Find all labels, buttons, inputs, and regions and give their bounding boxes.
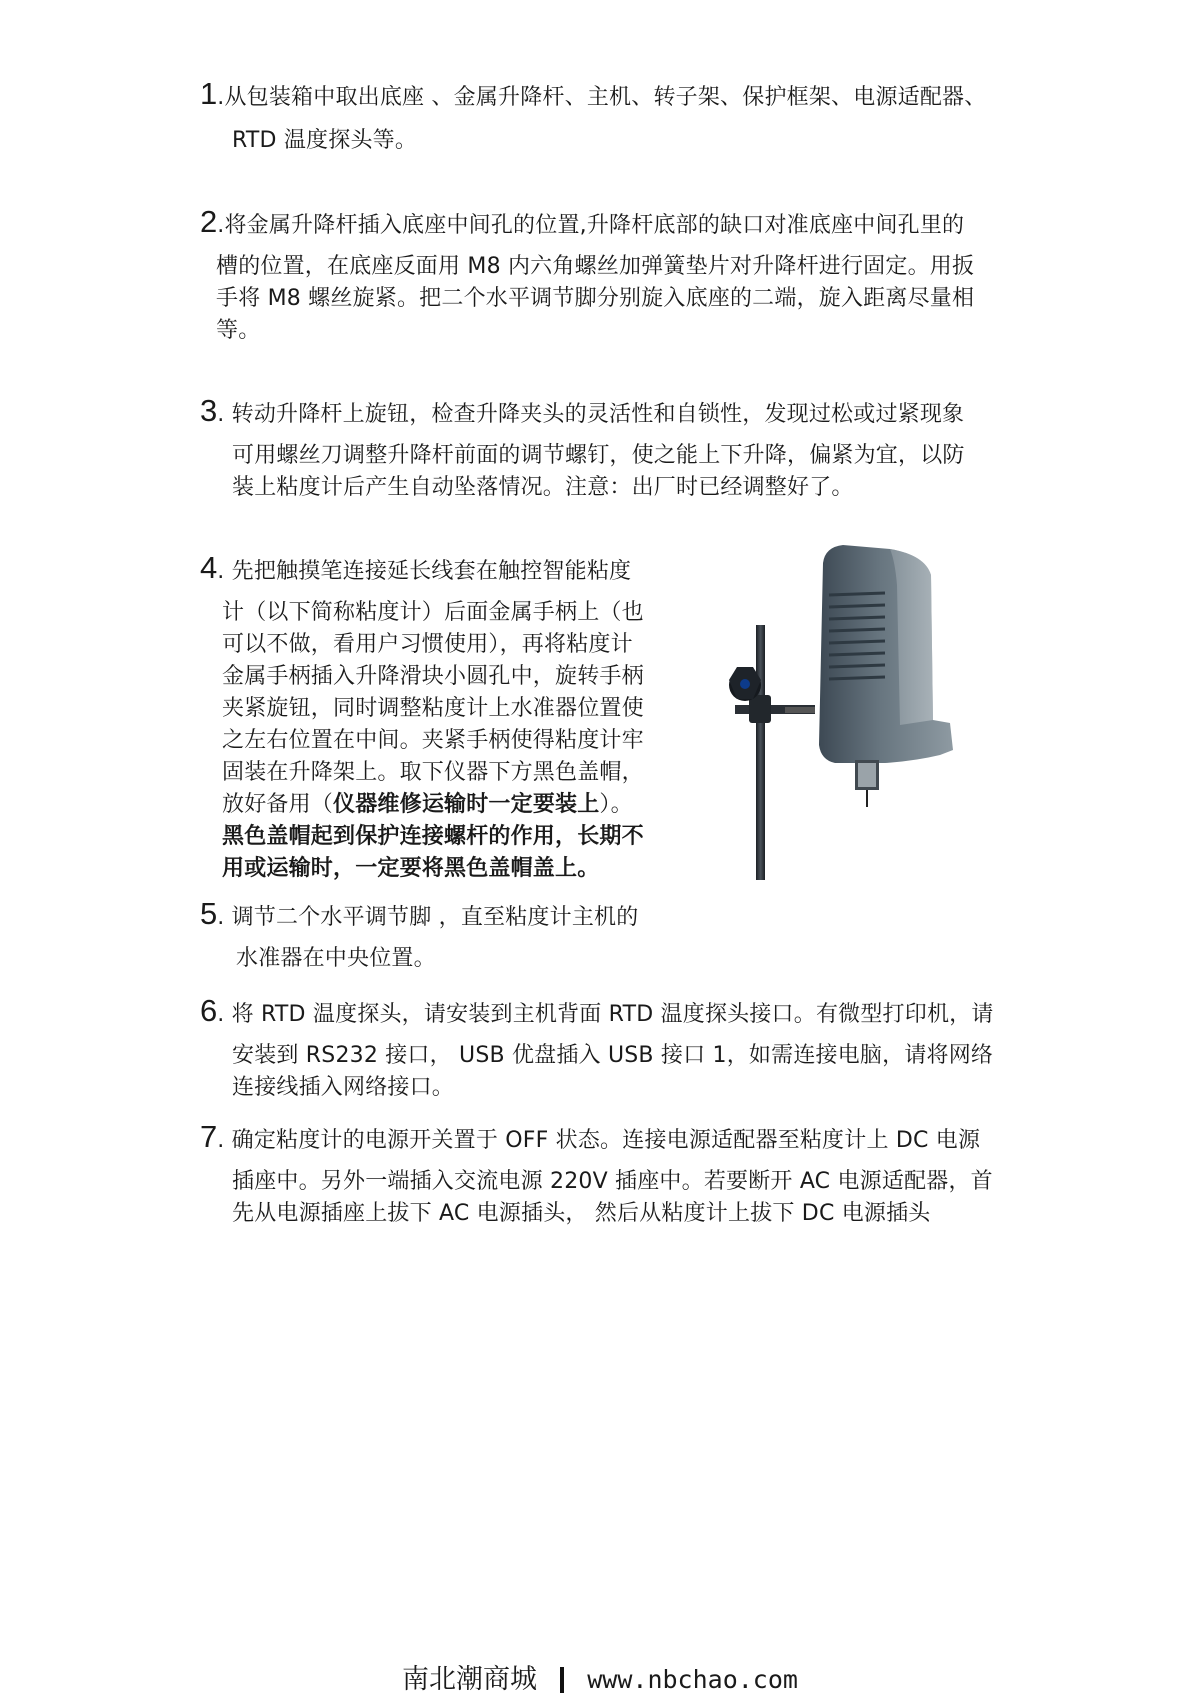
step-7-line-2: 插座中。另外一端插入交流电源 220V 插座中。若要断开 AC 电源适配器，首 xyxy=(232,1169,993,1194)
step-4-line-3: 可以不做，看用户习惯使用），再将粘度计 xyxy=(222,632,633,657)
step-5 xyxy=(200,898,1040,975)
step-6-line-1: 6. 将 RTD 温度探头，请安装到主机背面 RTD 温度探头接口。有微型打印机，请 xyxy=(200,993,994,1028)
step-7-line-1: 7. 确定粘度计的电源开关置于 OFF 状态。连接电源适配器至粘度计上 DC 电源 xyxy=(200,1119,981,1154)
step-4-line-8: 放好备用（仪器维修运输时一定要装上）。 xyxy=(222,792,633,817)
step-4-line-4: 金属手柄插入升降滑块小圆孔中，旋转手柄 xyxy=(222,664,644,689)
step-6-line-2: 安装到 RS232 接口， USB 优盘插入 USB 接口 1，如需连接电脑，请将网络 xyxy=(232,1043,994,1068)
step-3-line-3: 装上粘度计后产生自动坠落情况。注意：出厂时已经调整好了。 xyxy=(232,475,854,500)
step-4-line-2: 计（以下简称粘度计）后面金属手柄上（也 xyxy=(222,600,644,625)
step-4-warning-line-2: 用或运输时，一定要将黑色盖帽盖上。 xyxy=(222,856,600,881)
step-4-warning-line-1: 黑色盖帽起到保护连接螺杆的作用，长期不 xyxy=(222,824,644,849)
step-5-number: 5 xyxy=(200,896,218,931)
step-2 xyxy=(200,206,1040,347)
step-3 xyxy=(200,395,1040,504)
step-7-line-3: 先从电源插座上拔下 AC 电源插头， 然后从粘度计上拔下 DC 电源插头 xyxy=(232,1201,931,1226)
stand-rod xyxy=(756,625,765,880)
step-4-number: 4 xyxy=(200,550,218,585)
footer-url[interactable]: www.nbchao.com xyxy=(587,1665,798,1694)
step-1-number: 1 xyxy=(200,76,218,111)
step-4-line-5: 夹紧旋钮，同时调整粘度计上水准器位置使 xyxy=(222,696,644,721)
step-2-line-4: 等。 xyxy=(216,318,261,343)
step-1-line-2: RTD 温度探头等。 xyxy=(232,128,418,153)
footer xyxy=(0,1662,1200,1698)
step-3-number: 3 xyxy=(200,393,218,428)
step-6 xyxy=(200,995,1040,1104)
step-4-line-1: 4. 先把触摸笔连接延长线套在触控智能粘度 xyxy=(200,550,632,585)
step-5-line-1: 5. 调节二个水平调节脚 ，直至粘度计主机的 xyxy=(200,896,639,931)
step-3-line-1: 3. 转动升降杆上旋钮，检查升降夹头的灵活性和自锁性，发现过松或过紧现象 xyxy=(200,393,965,428)
step-2-line-3: 手将 M8 螺丝旋紧。把二个水平调节脚分别旋入底座的二端，旋入距离尽量相 xyxy=(216,286,975,311)
footer-separator xyxy=(560,1667,564,1693)
step-1-line-1: 1.从包装箱中取出底座 、金属升降杆、主机、转子架、保护框架、电源适配器、 xyxy=(200,76,987,111)
step-4-line-6: 之左右位置在中间。夹紧手柄使得粘度计牢 xyxy=(222,728,644,753)
step-4-warning-inline: 仪器维修运输时一定要装上 xyxy=(333,792,600,817)
step-6-number: 6 xyxy=(200,993,218,1028)
step-4 xyxy=(200,552,700,885)
step-4-line-7: 固装在升降架上。取下仪器下方黑色盖帽， xyxy=(222,760,644,785)
footer-brand: 南北潮商城 xyxy=(402,1664,538,1695)
step-6-line-3: 连接线插入网络接口。 xyxy=(232,1075,455,1100)
step-7 xyxy=(200,1121,1040,1230)
step-7-number: 7 xyxy=(200,1119,218,1154)
step-3-line-2: 可用螺丝刀调整升降杆前面的调节螺钉，使之能上下升降，偏紧为宜，以防 xyxy=(232,443,965,468)
step-2-number: 2 xyxy=(200,204,218,239)
viscometer-image xyxy=(725,545,1005,880)
step-5-line-2: 水准器在中央位置。 xyxy=(236,946,436,971)
handle-bar xyxy=(785,707,815,713)
step-2-line-2: 槽的位置，在底座反面用 M8 内六角螺丝加弹簧垫片对升降杆进行固定。用扳 xyxy=(216,254,975,279)
step-2-line-1: 2.将金属升降杆插入底座中间孔的位置,升降杆底部的缺口对准底座中间孔里的 xyxy=(200,204,965,239)
step-1 xyxy=(200,78,1040,157)
